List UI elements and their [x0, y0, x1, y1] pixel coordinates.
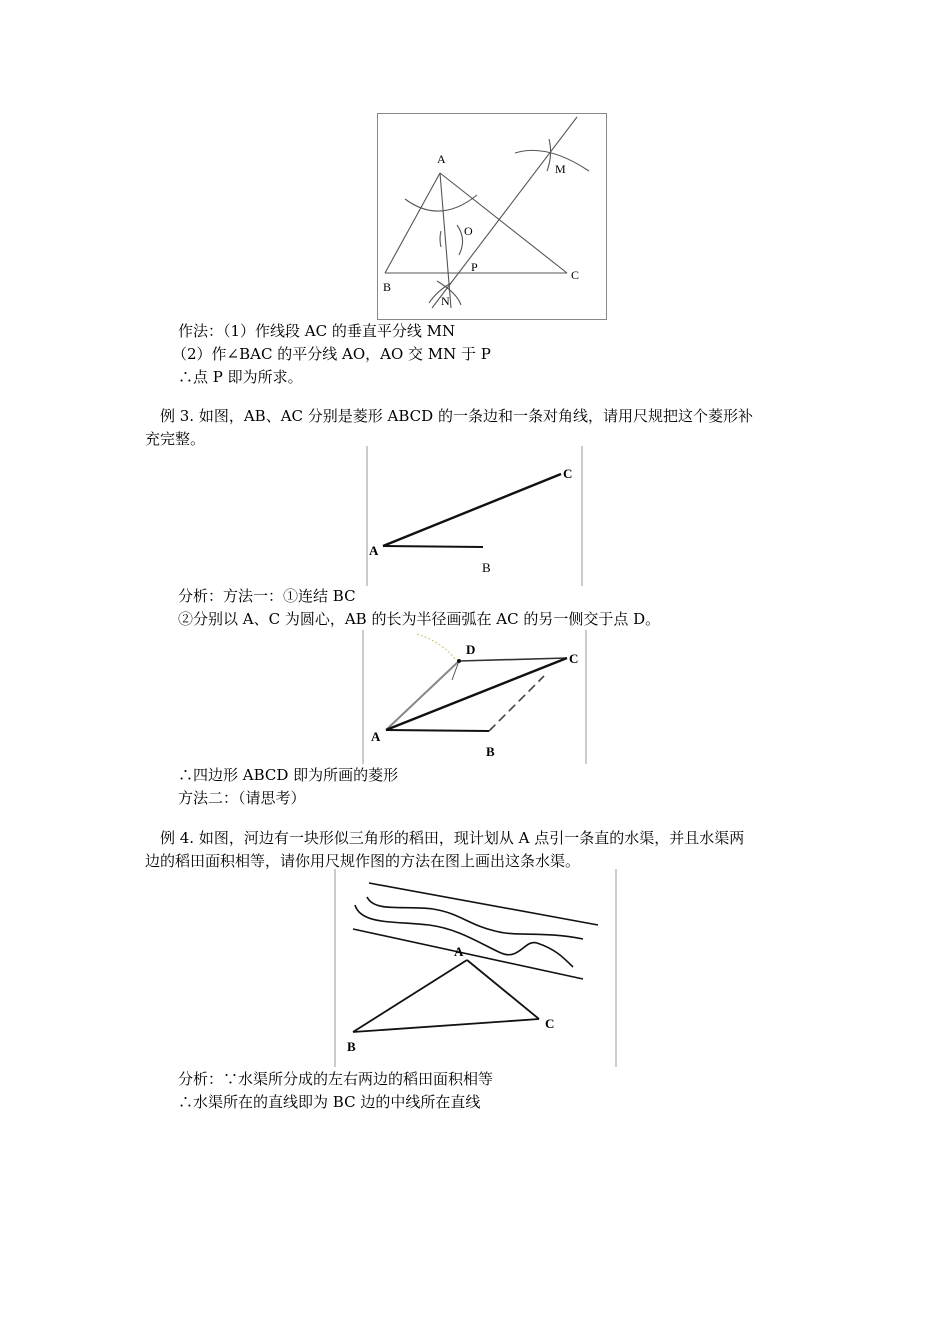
segment-ab — [385, 173, 440, 273]
figure-river-field — [333, 869, 618, 1069]
line-mn — [432, 117, 580, 308]
example-4-statement: 例 4. 如图，河边有一块形似三角形的稻田，现计划从 A 点引一条直的水渠，并且水渠两 — [160, 829, 745, 847]
segment-bc — [489, 676, 544, 731]
label-c: C — [569, 651, 579, 666]
example-3-statement-cont: 充完整。 — [145, 430, 206, 448]
label-b: B — [482, 560, 491, 575]
label-b: B — [486, 744, 495, 759]
analysis-3-step-1: 分析：方法一：①连结 BC — [178, 587, 356, 605]
segment-ac — [386, 658, 567, 730]
label-c: C — [545, 1016, 555, 1031]
segment-ab — [353, 960, 467, 1032]
label-p: P — [471, 260, 478, 274]
analysis-4-conclusion: ∴水渠所在的直线即为 BC 边的中线所在直线 — [178, 1093, 481, 1111]
label-b: B — [347, 1039, 356, 1054]
label-c: C — [563, 466, 573, 481]
label-b: B — [383, 280, 392, 294]
label-a: A — [371, 729, 381, 744]
segment-bc — [353, 1019, 539, 1032]
segment-ab — [383, 546, 483, 547]
analysis-4-reason: 分析：∵水渠所分成的左右两边的稻田面积相等 — [178, 1070, 494, 1088]
example-4-statement-cont: 边的稻田面积相等，请你用尺规作图的方法在图上画出这条水渠。 — [145, 852, 581, 870]
example-3-statement: 例 3. 如图，AB、AC 分别是菱形 ABCD 的一条边和一条对角线，请用尺规把这个菱形补 — [160, 407, 753, 425]
label-d: D — [466, 642, 476, 657]
river-bank-upper — [369, 883, 598, 925]
figure-rhombus-complete — [362, 630, 588, 766]
label-a: A — [437, 152, 446, 166]
label-o: O — [464, 224, 473, 238]
segment-ad — [386, 661, 459, 730]
segment-ac — [440, 173, 567, 273]
label-a: A — [369, 543, 379, 558]
segment-ac — [467, 960, 539, 1019]
segment-ac — [383, 474, 561, 546]
label-m: M — [555, 162, 566, 176]
segment-dc — [459, 658, 567, 661]
construction-conclusion: ∴点 P 即为所求。 — [178, 368, 303, 386]
figure-perpendicular-bisector — [377, 113, 607, 321]
segment-ab — [386, 730, 489, 731]
label-c: C — [571, 268, 580, 282]
label-n: N — [441, 294, 450, 308]
analysis-3-conclusion: ∴四边形 ABCD 即为所画的菱形 — [178, 766, 399, 784]
label-a: A — [454, 944, 464, 959]
analysis-3-step-2: ②分别以 A、C 为圆心，AB 的长为半径画弧在 AC 的另一侧交于点 D。 — [178, 610, 661, 628]
bisector-ao — [440, 173, 451, 308]
construction-step-1: 作法：（1）作线段 AC 的垂直平分线 MN — [178, 322, 456, 340]
figure-rhombus-given — [365, 446, 585, 588]
river-curve-1 — [367, 897, 583, 939]
construction-step-2: （2）作∠BAC 的平分线 AO，AO 交 MN 于 P — [172, 345, 491, 363]
analysis-3-method-2: 方法二：（请思考） — [178, 789, 306, 807]
